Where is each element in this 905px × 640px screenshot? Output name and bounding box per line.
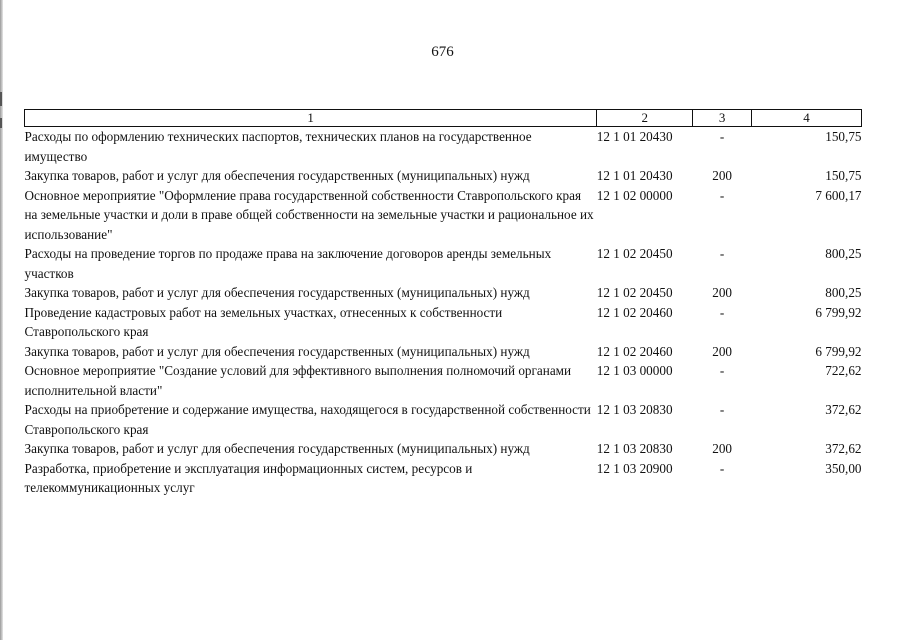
row-kind: 200: [712, 168, 733, 183]
row-kind: -: [719, 187, 725, 203]
header-row: [25, 110, 862, 127]
row-amount: 372,62: [825, 402, 862, 417]
row-kind: 200: [712, 285, 733, 300]
row-name: Проведение кадастровых работ на земельных участках, отнесенных к собственности Ставропольского края: [24, 304, 503, 339]
column-header-code: 2: [597, 110, 693, 127]
row-name: Закупка товаров, работ и услуг для обеспечения государственных (муниципальных) нужд: [24, 285, 530, 300]
scan-mark: [0, 118, 2, 128]
row-kind: 200: [712, 441, 733, 456]
table-row: [25, 459, 862, 498]
row-code: 12 1 03 20830: [596, 441, 673, 456]
row-code: 12 1 03 00000: [596, 363, 673, 378]
row-amount: 800,25: [825, 285, 862, 300]
row-name: Основное мероприятие "Оформление права государственной собственности Ставропольского края на земельные участки и доли в праве общей собственности на земельные участки и рациональное их использование": [24, 187, 594, 242]
row-name: Разработка, приобретение и эксплуатация информационных систем, ресурсов и телекоммуникационных услуг: [24, 460, 473, 495]
row-amount: 150,75: [825, 129, 862, 144]
row-kind: -: [719, 402, 725, 417]
row-name: Расходы по оформлению технических паспортов, технических планов на государственное имущество: [24, 129, 532, 164]
column-header-kind: 3: [693, 110, 752, 127]
row-kind: -: [719, 460, 725, 476]
page-number: 676: [431, 44, 454, 60]
row-name: Основное мероприятие "Создание условий для эффективного выполнения полномочий органами исполнительной власти": [24, 363, 572, 398]
row-name: Закупка товаров, работ и услуг для обеспечения государственных (муниципальных) нужд: [24, 441, 530, 456]
row-amount: 6 799,92: [815, 304, 862, 320]
row-amount: 150,75: [825, 168, 862, 183]
row-code: 12 1 02 20460: [596, 343, 673, 359]
table-row: [25, 166, 862, 186]
column-header-name: 1: [25, 110, 597, 127]
table-row: [25, 439, 862, 459]
row-amount: 800,25: [825, 246, 862, 261]
row-amount: 372,62: [825, 441, 862, 456]
table-row: [25, 186, 862, 245]
table-row: [25, 400, 862, 439]
row-code: 12 1 03 20900: [596, 460, 673, 476]
table-row: [25, 303, 862, 342]
row-kind: -: [719, 129, 725, 144]
row-code: 12 1 02 00000: [596, 187, 673, 203]
column-header-amount: 4: [752, 110, 862, 127]
row-amount: 722,62: [825, 363, 862, 378]
table-row: [25, 283, 862, 303]
row-amount: 6 799,92: [815, 343, 862, 359]
row-code: 12 1 03 20830: [596, 402, 673, 417]
table-row: [25, 342, 862, 362]
scan-mark: [0, 92, 2, 106]
row-amount: 7 600,17: [815, 187, 862, 203]
row-name: Закупка товаров, работ и услуг для обеспечения государственных (муниципальных) нужд: [24, 343, 530, 359]
row-kind: 200: [712, 343, 733, 359]
row-code: 12 1 01 20430: [596, 168, 673, 183]
row-code: 12 1 02 20450: [596, 246, 673, 261]
budget-table: [24, 109, 862, 498]
row-kind: -: [719, 304, 725, 320]
row-name: Расходы на приобретение и содержание имущества, находящегося в государственной собственности Ставропольского края: [24, 402, 591, 437]
row-code: 12 1 02 20450: [596, 285, 673, 300]
row-amount: 350,00: [825, 460, 862, 476]
row-code: 12 1 02 20460: [596, 304, 673, 320]
table-row: [25, 244, 862, 283]
row-name: Расходы на проведение торгов по продаже права на заключение договоров аренды земельных участков: [24, 246, 552, 281]
table-row: [25, 127, 862, 167]
row-name: Закупка товаров, работ и услуг для обеспечения государственных (муниципальных) нужд: [24, 168, 530, 183]
row-code: 12 1 01 20430: [596, 129, 673, 144]
row-kind: -: [719, 246, 725, 261]
row-kind: -: [719, 363, 725, 378]
table-row: [25, 361, 862, 400]
